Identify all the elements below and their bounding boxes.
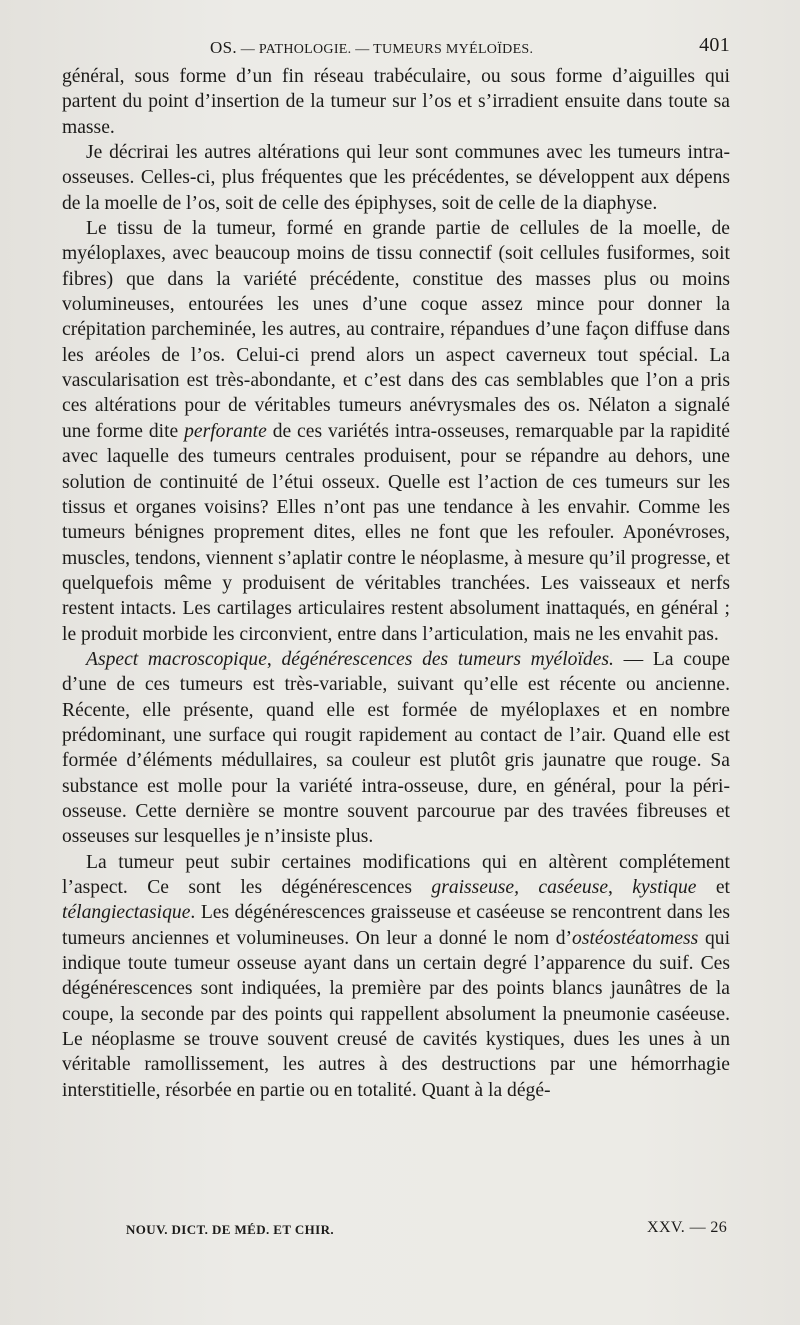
paragraph xyxy=(62,64,730,140)
text-run: La tumeur peut subir certaines modifications qui en altèrent complétement l’aspect. Ce sont les dégénérescences xyxy=(62,851,730,898)
footer-signature: NOUV. DICT. DE MÉD. ET CHIR. xyxy=(126,1222,335,1237)
paragraph xyxy=(62,850,730,1103)
text-run: et xyxy=(696,877,730,898)
footer-volume-sheet: XXV. — 26 xyxy=(647,1219,728,1236)
text-run: Je décrirai les autres altérations qui leur sont communes avec les tumeurs intra-osseuses. Celles-ci, plus fréquentes que les précédentes, se développent aux dépens de la moelle de l’os, soit de celle des épiphyses, soit de celle de la diaphyse. xyxy=(62,142,730,214)
text-run: . Les dégénérescences graisseuse et caséeuse se rencontrent dans les tumeurs anciennes et volumineuses. On leur a donné le nom d’ xyxy=(62,902,730,949)
italic-text: graisseuse, caséeuse xyxy=(431,877,609,898)
running-header xyxy=(62,34,730,60)
italic-text: kystique xyxy=(632,877,697,898)
paragraph xyxy=(62,647,730,850)
text-run: Le tissu de la tumeur, formé en grande partie de cellules de la moelle, de myéloplaxes, avec beaucoup moins de tissu connectif (soit cellules fusiformes, soit fibres) que dans la variété précédente, constitue des masses plus ou moins volumineuses, entourées les unes d’une coque assez mince pour donner la crépitation parcheminée, les autres, au contraire, répandues d’une façon diffuse dans les aréoles de l’os. Celui-ci prend alors un aspect caverneux tout spécial. La vascularisation est très-abondante, et c’est dans des cas semblables que l’on a pris ces altérations pour de véritables tumeurs anévrysmales des os. Nélaton a signalé une forme dite xyxy=(62,218,730,442)
paragraph xyxy=(62,216,730,647)
header-part: PATHOLOGIE. xyxy=(258,42,352,57)
italic-text: télangiectasique xyxy=(62,902,191,924)
body-text xyxy=(62,64,730,1103)
running-title xyxy=(210,38,533,58)
italic-text: Aspect macroscopique xyxy=(86,648,267,670)
text-run: général, sous forme d’un fin réseau trabéculaire, ou sous forme d’aiguilles qui partent du point d’insertion de la tumeur sur l’os et s’irradient ensuite dans toute sa masse. xyxy=(62,66,730,138)
header-dash: — xyxy=(240,42,256,57)
text-run: qui indique toute tumeur osseuse ayant dans un certain degré l’apparence du suif. Ces dégénérescences sont indiquées, la première par des points blancs jaunâtres de la coupe, la seconde par des points qui rappellent absolument la pneumonie caséeuse. Le néoplasme se trouve souvent creusé de cavités kystiques, dues les unes à un véritable ramollissement, les autres à des destructions par une hémorrhagie interstitielle, résorbée en partie ou en totalité. Quant à la dégé- xyxy=(62,927,731,1101)
page-number: 401 xyxy=(699,34,730,56)
italic-text: perforante xyxy=(184,420,267,442)
italic-text: ostéostéatomess xyxy=(572,927,699,949)
page-footer xyxy=(62,1219,730,1241)
italic-text: dégénérescences des tumeurs myéloïdes. xyxy=(281,648,614,670)
paragraph xyxy=(62,140,730,216)
text-run: de ces variétés intra-osseuses, remarquable par la rapidité avec laquelle des tumeurs centrales produisent, pour se répandre au dehors, une solution de continuité de l’étui osseux. Quelle est l’action de ces tumeurs sur les tissus et organes voisins? Elles n’ont pas une tendance à les envahir. Comme les tumeurs bénignes proprement dites, elles ne font que les refouler. Aponévroses, muscles, tendons, viennent s’aplatir contre le néoplasme, à mesure qu’il progresse, et quelquefois même y produisent de véritables tranchées. Les vaisseaux et nerfs restent intacts. Les cartilages articulaires restent absolument inattaqués, en général ; le produit morbide les circonvient, entre dans l’articulation, mais ne les envahit pas. xyxy=(62,420,730,645)
text-run: , xyxy=(266,648,282,670)
header-topic: TUMEURS MYÉLOÏDES. xyxy=(373,42,534,57)
text-run: — La coupe d’une de ces tumeurs est très-variable, suivant qu’elle est récente ou ancienne. Récente, elle présente, quand elle est formée de myéloplaxes et en nombre prédominant, une surface qui rougit rapidement au contact de l’air. Quand elle est formée d’éléments médullaires, sa couleur est plutôt gris jaunatre que rouge. Sa substance est molle pour la variété intra-osseuse, dure, en général, pour la péri-osseuse. Cette dernière se montre souvent parcourue par des travées fibreuses et osseuses sur lesquelles je n’insiste plus. xyxy=(62,648,730,848)
header-section: OS. xyxy=(210,38,237,57)
header-dash: — xyxy=(355,42,370,57)
text-run: , xyxy=(608,877,633,898)
